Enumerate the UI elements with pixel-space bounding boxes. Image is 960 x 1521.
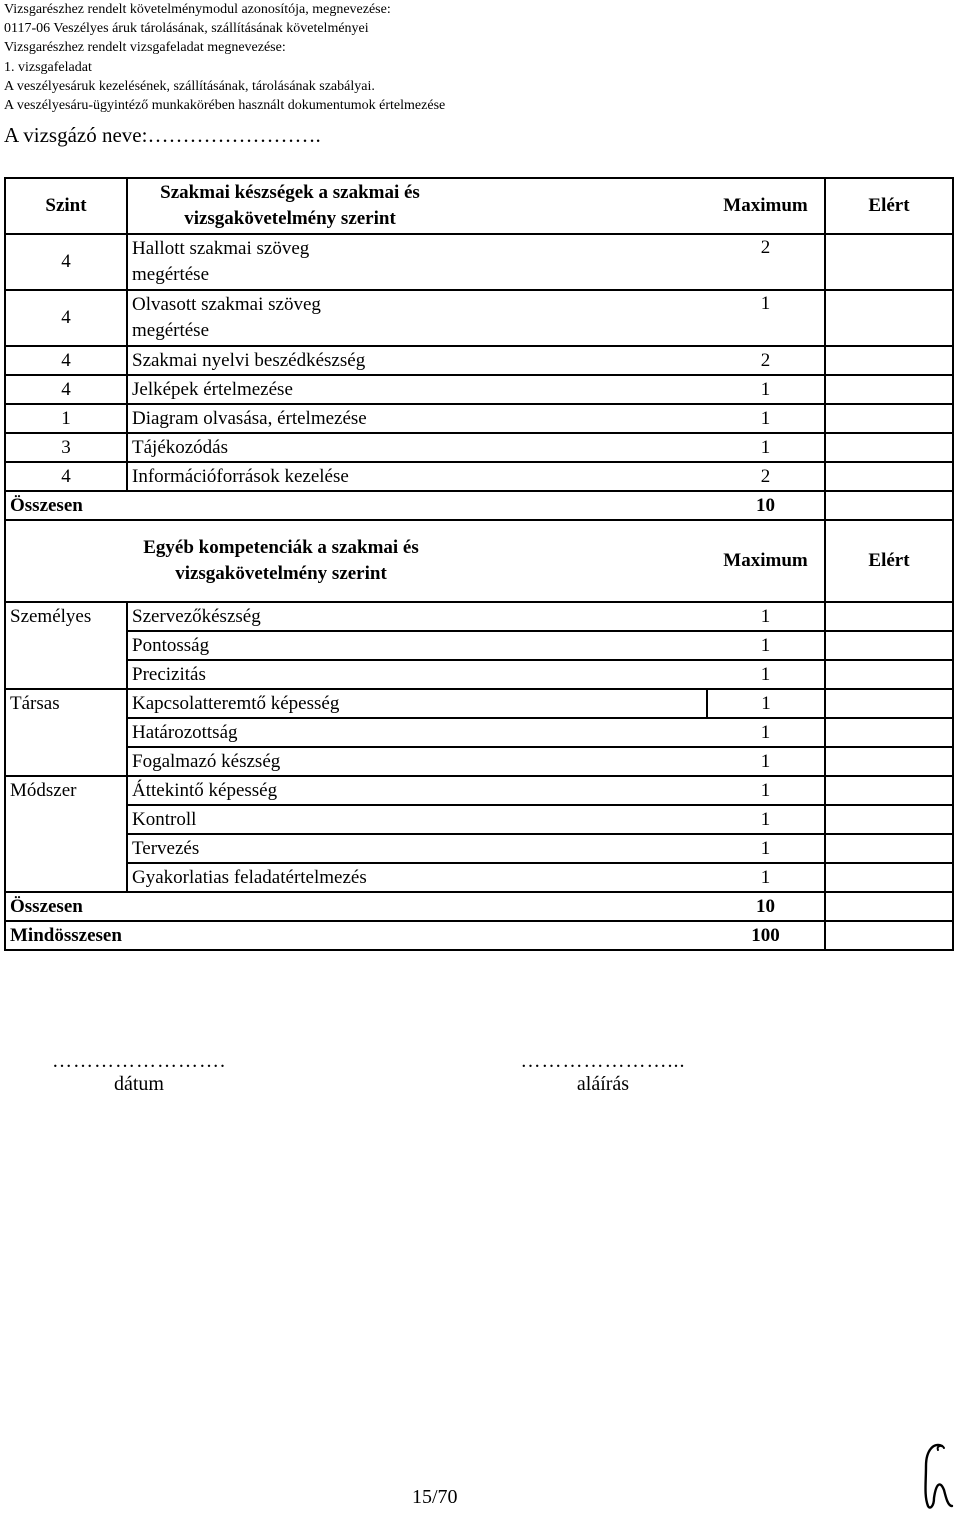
- date-label: dátum: [114, 1073, 164, 1095]
- max-cell: 1: [707, 404, 825, 433]
- level-cell: 4: [5, 346, 127, 375]
- competency-cell: Gyakorlatias feladatértelmezés: [127, 863, 707, 892]
- achieved-total-cell[interactable]: [825, 491, 953, 520]
- max-cell: 2: [707, 234, 825, 290]
- competency-cell: Kontroll: [127, 805, 707, 834]
- skill-cell: Információforrások kezelése: [127, 462, 707, 491]
- table-row: [5, 718, 953, 747]
- competency-cell: Fogalmazó készség: [127, 747, 707, 776]
- table-row: [5, 602, 953, 631]
- table-row: [5, 776, 953, 805]
- skill-cell: Szakmai nyelvi beszédkészség: [127, 346, 707, 375]
- level-cell: 4: [5, 290, 127, 346]
- date-dots: …………………….: [52, 1050, 226, 1072]
- header-line: A veszélyesáru-ügyintéző munkakörében használt dokumentumok értelmezése: [4, 98, 446, 114]
- group-cell: [5, 631, 127, 660]
- max-cell: 1: [707, 747, 825, 776]
- competency-cell: Pontosság: [127, 631, 707, 660]
- competency-column-header: Egyéb kompetenciák a szakmai és vizsgakövetelmény szerint: [143, 537, 419, 584]
- max-cell: 2: [707, 462, 825, 491]
- evaluation-table: [4, 177, 954, 951]
- max-cell: 2: [707, 346, 825, 375]
- max-column-header: Maximum: [707, 178, 825, 234]
- table-row: [5, 375, 953, 404]
- group-cell: Társas: [5, 689, 127, 718]
- table-row: [5, 462, 953, 491]
- header-line: Vizsgarészhez rendelt vizsgafeladat megnevezése:: [4, 40, 286, 56]
- grand-total-value: 100: [707, 921, 825, 950]
- skill-cell-cont: megértése: [132, 320, 210, 341]
- candidate-name-label: A vizsgázó neve:…………………….: [4, 123, 321, 147]
- table-row: [5, 433, 953, 462]
- competency-cell: Áttekintő képesség: [127, 776, 707, 805]
- achieved-cell[interactable]: [825, 834, 953, 863]
- achieved-column-header-2: Elért: [825, 520, 953, 602]
- achieved-cell[interactable]: [825, 234, 953, 290]
- page-number: 15/70: [412, 1486, 458, 1508]
- table-row: [5, 863, 953, 892]
- table-row: [5, 834, 953, 863]
- signature-dots: …………………...: [520, 1050, 686, 1072]
- grand-total-label: Mindösszesen: [5, 921, 707, 950]
- group-cell: [5, 747, 127, 776]
- date-signature-block: [8, 1050, 270, 1096]
- group-cell: [5, 834, 127, 863]
- max-column-header-2: Maximum: [707, 520, 825, 602]
- total-value: 10: [707, 892, 825, 921]
- achieved-cell[interactable]: [825, 747, 953, 776]
- achieved-cell[interactable]: [825, 290, 953, 346]
- achieved-cell[interactable]: [825, 660, 953, 689]
- total-label: Összesen: [5, 892, 707, 921]
- achieved-cell[interactable]: [825, 404, 953, 433]
- total-value: 10: [707, 491, 825, 520]
- grand-total-row: [5, 921, 953, 950]
- achieved-cell[interactable]: [825, 631, 953, 660]
- group-cell: Módszer: [5, 776, 127, 805]
- total-row: [5, 491, 953, 520]
- header-line: Vizsgarészhez rendelt követelménymodul azonosítója, megnevezése:: [4, 2, 391, 17]
- signature-block: [468, 1050, 738, 1096]
- total-label: Összesen: [5, 491, 707, 520]
- max-cell: 1: [707, 433, 825, 462]
- achieved-cell[interactable]: [825, 863, 953, 892]
- level-column-header: Szint: [5, 178, 127, 234]
- achieved-cell[interactable]: [825, 776, 953, 805]
- achieved-grand-total-cell[interactable]: [825, 921, 953, 950]
- achieved-cell[interactable]: [825, 462, 953, 491]
- level-cell: 1: [5, 404, 127, 433]
- skill-cell-cont: megértése: [132, 264, 210, 285]
- competency-cell: Kapcsolatteremtő képesség: [127, 689, 707, 718]
- max-cell: 1: [707, 718, 825, 747]
- competency-cell: Határozottság: [127, 718, 707, 747]
- header-line: 0117-06 Veszélyes áruk tárolásának, szállításának követelményei: [4, 21, 369, 37]
- max-cell: 1: [707, 689, 825, 718]
- achieved-cell[interactable]: [825, 602, 953, 631]
- group-cell: [5, 718, 127, 747]
- competencies-header-row: [5, 520, 953, 602]
- achieved-cell[interactable]: [825, 346, 953, 375]
- table-row: [5, 747, 953, 776]
- competency-cell: Tervezés: [127, 834, 707, 863]
- max-cell: 1: [707, 375, 825, 404]
- table-row: [5, 234, 953, 290]
- achieved-cell[interactable]: [825, 689, 953, 718]
- max-cell: 1: [707, 290, 825, 346]
- total-row: [5, 892, 953, 921]
- achieved-total-cell[interactable]: [825, 892, 953, 921]
- skill-cell: Tájékozódás: [127, 433, 707, 462]
- achieved-cell[interactable]: [825, 718, 953, 747]
- table-row: [5, 805, 953, 834]
- max-cell: 1: [707, 776, 825, 805]
- skill-cell: Hallott szakmai szöveg: [132, 238, 310, 259]
- table-row: [5, 346, 953, 375]
- achieved-cell[interactable]: [825, 433, 953, 462]
- achieved-cell[interactable]: [825, 805, 953, 834]
- max-cell: 1: [707, 805, 825, 834]
- competency-cell: Szervezőkészség: [127, 602, 707, 631]
- level-cell: 4: [5, 462, 127, 491]
- skill-cell: Olvasott szakmai szöveg: [132, 294, 321, 315]
- competency-cell: Precizitás: [127, 660, 707, 689]
- handwritten-signature: [916, 1440, 956, 1512]
- table-row: [5, 631, 953, 660]
- skill-column-header: Szakmai készségek a szakmai és vizsgakövetelmény szerint: [160, 182, 420, 229]
- table-row: [5, 689, 953, 718]
- table-row: [5, 660, 953, 689]
- group-cell: Személyes: [5, 602, 127, 631]
- max-cell: 1: [707, 660, 825, 689]
- level-cell: 3: [5, 433, 127, 462]
- document-header: [4, 0, 954, 115]
- skill-cell: Diagram olvasása, értelmezése: [127, 404, 707, 433]
- signature-label: aláírás: [576, 1073, 630, 1095]
- group-cell: [5, 863, 127, 892]
- header-line: 1. vizsgafeladat: [4, 59, 92, 75]
- group-cell: [5, 805, 127, 834]
- table-row: [5, 290, 953, 346]
- max-cell: 1: [707, 631, 825, 660]
- table-row: [5, 404, 953, 433]
- skill-cell: Jelképek értelmezése: [127, 375, 707, 404]
- group-cell: [5, 660, 127, 689]
- achieved-column-header: Elért: [825, 178, 953, 234]
- max-cell: 1: [707, 834, 825, 863]
- level-cell: 4: [5, 234, 127, 290]
- achieved-cell[interactable]: [825, 375, 953, 404]
- header-line: A veszélyesáruk kezelésének, szállításának, tárolásának szabályai.: [4, 78, 375, 94]
- skills-header-row: [5, 178, 953, 234]
- level-cell: 4: [5, 375, 127, 404]
- max-cell: 1: [707, 863, 825, 892]
- max-cell: 1: [707, 602, 825, 631]
